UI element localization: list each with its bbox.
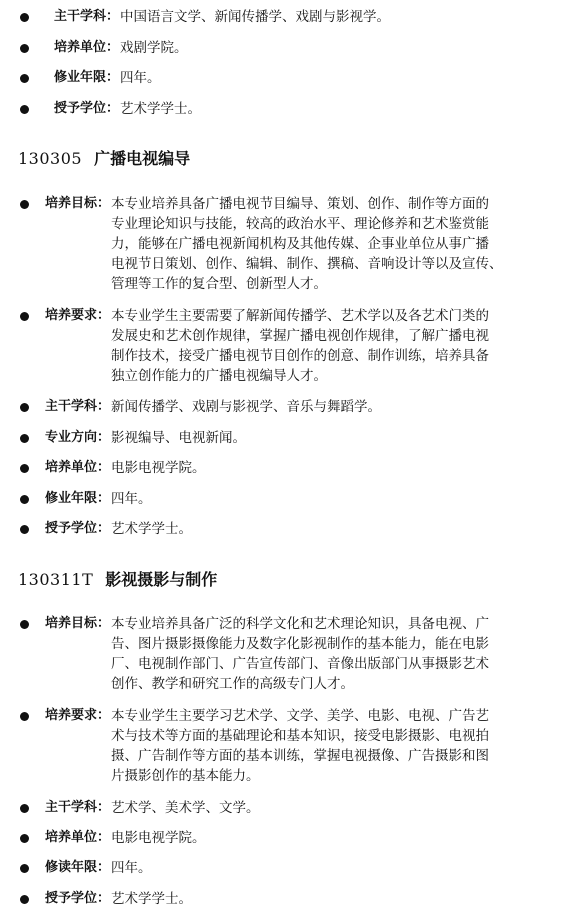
bullet-icon — [20, 13, 29, 22]
item-value: 新闻传播学、戏剧与影视学、音乐与舞蹈学。 — [111, 399, 382, 415]
item-label: 培养单位： — [45, 830, 111, 845]
bullet-icon — [20, 712, 29, 721]
item-label: 专业方向： — [45, 430, 111, 445]
list-item — [18, 798, 563, 818]
list-item — [18, 519, 563, 539]
list-item — [18, 428, 563, 448]
item-value: 四年。 — [120, 70, 161, 86]
item-label: 修读年限： — [45, 860, 111, 875]
major-code: 130305 — [18, 149, 83, 168]
list-item — [18, 706, 563, 786]
section-heading — [18, 146, 190, 169]
list-item — [18, 99, 563, 119]
list-item — [18, 194, 563, 294]
major-name: 广播电视编导 — [94, 149, 191, 168]
item-label: 修业年限： — [45, 491, 111, 506]
list-item — [18, 7, 563, 27]
item-value: 艺术学学士。 — [111, 521, 193, 537]
item-label: 培养要求： — [45, 708, 111, 723]
bullet-icon — [20, 525, 29, 534]
item-label: 授予学位： — [45, 891, 111, 906]
major-code: 130311T — [18, 570, 94, 589]
bullet-icon — [20, 74, 29, 83]
item-value: 艺术学学士。 — [120, 101, 202, 117]
bullet-icon — [20, 44, 29, 53]
item-value: 艺术学学士。 — [111, 891, 193, 907]
bullet-icon — [20, 495, 29, 504]
bullet-icon — [20, 804, 29, 813]
item-label: 培养目标： — [45, 196, 111, 211]
list-item — [18, 614, 563, 694]
bullet-icon — [20, 895, 29, 904]
item-label: 主干学科： — [45, 399, 111, 414]
item-label: 培养要求： — [45, 308, 111, 323]
list-item — [18, 828, 563, 848]
item-value: 电影电视学院。 — [111, 830, 206, 846]
list-item — [18, 889, 563, 909]
list-item — [18, 458, 563, 478]
list-item — [18, 858, 563, 878]
bullet-icon — [20, 864, 29, 873]
section-heading — [18, 567, 217, 590]
list-item — [18, 38, 563, 58]
item-value: 四年。 — [111, 491, 152, 507]
bullet-icon — [20, 200, 29, 209]
bullet-icon — [20, 620, 29, 629]
item-value: 影视编导、电视新闻。 — [111, 430, 247, 446]
item-label: 授予学位： — [54, 101, 120, 116]
item-value: 电影电视学院。 — [111, 460, 206, 476]
list-item — [18, 397, 563, 417]
item-value: 本专业学生主要需要了解新闻传播学、艺术学以及各艺术门类的 发展史和艺术创作规律，掌握广播电视创作规律，了解广播电视 制作技术，接受广播电视节目创作的创意、制作训练，培养具备 独立创作能力的广播电视编导人才。 — [111, 308, 490, 384]
item-label: 主干学科： — [54, 9, 120, 24]
major-name: 影视摄影与制作 — [105, 570, 218, 589]
item-label: 培养单位： — [54, 40, 120, 55]
bullet-icon — [20, 464, 29, 473]
item-value: 本专业培养具备广泛的科学文化和艺术理论知识，具备电视、广 告、图片摄影摄像能力及数字化影视制作的基本能力，能在电影 厂、电视制作部门、广告宣传部门、音像出版部门从事摄影艺术 创作、教学和研究工作的高级专门人才。 — [111, 616, 490, 692]
item-label: 培养目标： — [45, 616, 111, 631]
item-label: 修业年限： — [54, 70, 120, 85]
item-value: 戏剧学院。 — [120, 40, 188, 56]
bullet-icon — [20, 434, 29, 443]
item-value: 艺术学、美术学、文学。 — [111, 800, 260, 816]
item-value: 中国语言文学、新闻传播学、戏剧与影视学。 — [120, 9, 391, 25]
bullet-icon — [20, 403, 29, 412]
bullet-icon — [20, 312, 29, 321]
bullet-icon — [20, 834, 29, 843]
item-value: 四年。 — [111, 860, 152, 876]
item-value: 本专业学生主要学习艺术学、文学、美学、电影、电视、广告艺 术与技术等方面的基础理论和基本知识，接受电影摄影、电视拍 摄、广告制作等方面的基本训练，掌握电视摄像、广告摄影和图 片摄影创作的基本能力。 — [111, 708, 490, 784]
list-item — [18, 306, 563, 386]
item-label: 主干学科： — [45, 800, 111, 815]
list-item — [18, 489, 563, 509]
item-label: 授予学位： — [45, 521, 111, 536]
item-label: 培养单位： — [45, 460, 111, 475]
list-item — [18, 68, 563, 88]
bullet-icon — [20, 105, 29, 114]
item-value: 本专业培养具备广播电视节目编导、策划、创作、制作等方面的 专业理论知识与技能，较高的政治水平、理论修养和艺术鉴赏能 力，能够在广播电视新闻机构及其他传媒、企事业单位从事广播 电视节日策划、创作、编辑、制作、撰稿、音响设计等以及宣传、 管理等工作的复合型、创新型人才。 — [111, 196, 503, 292]
